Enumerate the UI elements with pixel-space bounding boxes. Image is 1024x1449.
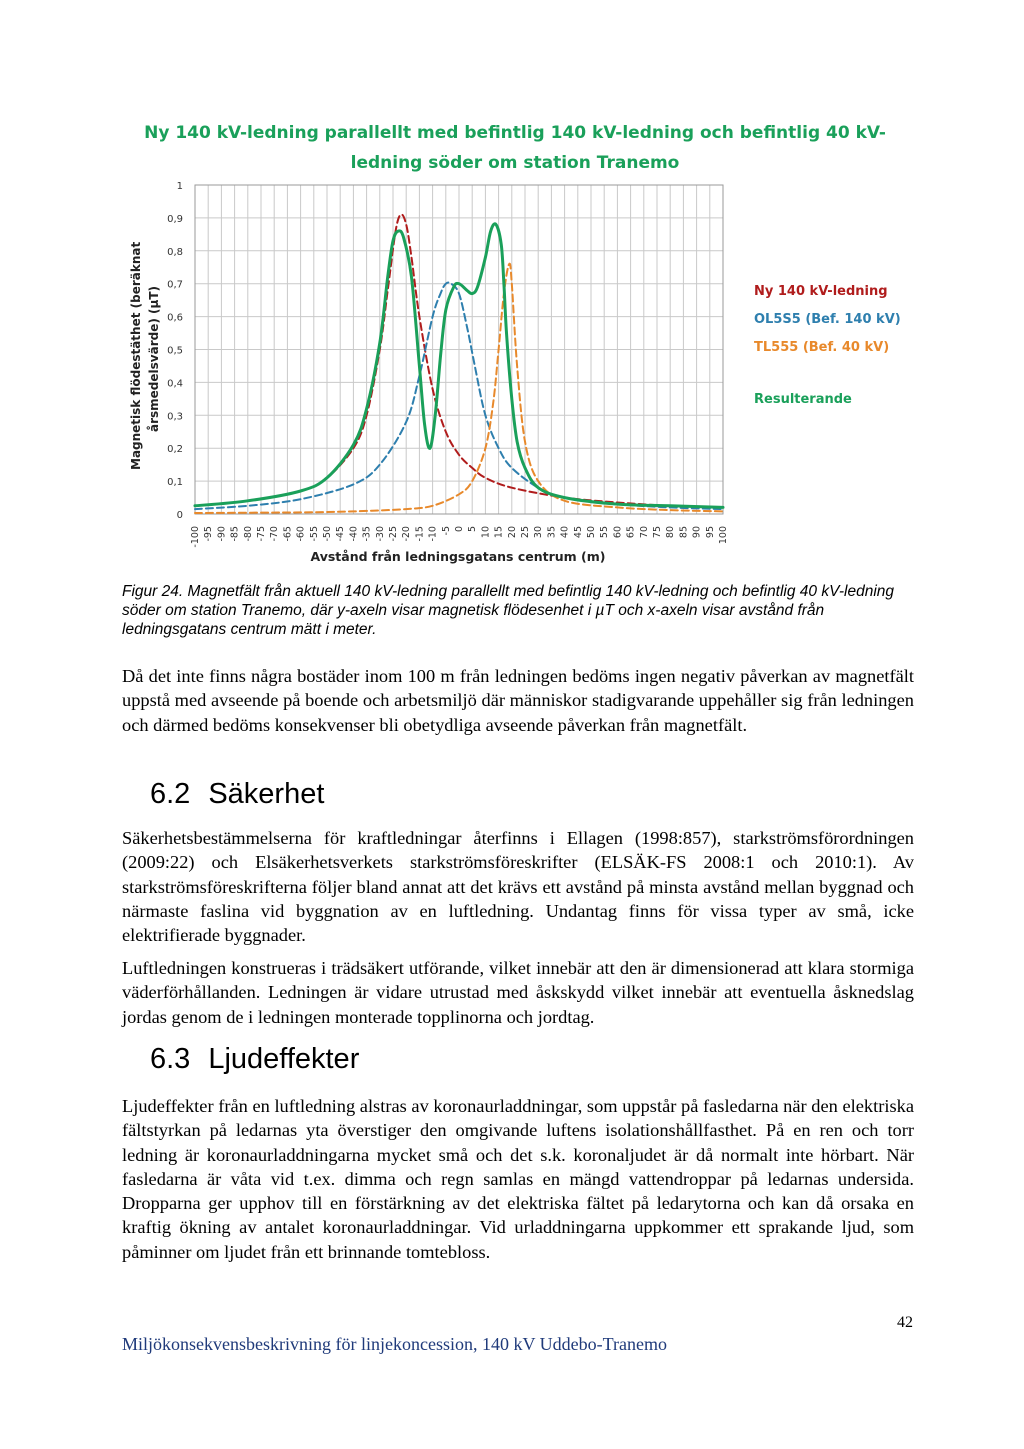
legend-item: Ny 140 kV-ledning [754, 284, 888, 299]
x-tick-label: -100 [190, 526, 201, 548]
x-tick-label: 25 [520, 526, 531, 539]
x-axis-label: Avstånd från ledningsgatans centrum (m) [310, 549, 606, 564]
x-tick-label: -60 [295, 526, 307, 542]
x-tick-label: 20 [506, 526, 518, 539]
x-tick-label: -75 [256, 526, 267, 542]
x-tick-label: 15 [493, 526, 505, 539]
section-number: 6.2 [150, 778, 191, 810]
y-axis-label-line1: Magnetisk flödestäthet (beräknat [129, 241, 143, 470]
x-tick-label: -90 [216, 526, 228, 542]
x-tick-label: 75 [652, 526, 663, 539]
section-title: Ljudeffekter [208, 1043, 360, 1075]
x-tick-label: -55 [308, 526, 320, 542]
x-tick-label: -45 [335, 526, 347, 542]
x-tick-label: -50 [322, 526, 333, 542]
magnetic-field-chart [120, 170, 910, 570]
x-tick-label: -20 [401, 526, 413, 542]
x-tick-label: -15 [414, 526, 426, 542]
x-tick-label: -65 [282, 526, 294, 542]
x-tick-label: -10 [427, 526, 439, 542]
chart-legend [754, 284, 901, 407]
x-tick-label: -35 [361, 526, 373, 542]
y-tick-label: 0,7 [167, 279, 183, 291]
y-tick-label: 0,4 [167, 378, 183, 390]
x-tick-label: 10 [480, 526, 492, 539]
page-number: 42 [897, 1314, 913, 1331]
y-tick-label: 0,1 [167, 477, 183, 489]
y-tick-label: 1 [176, 181, 183, 192]
x-tick-label: 60 [612, 526, 624, 539]
x-tick-label: 100 [718, 526, 729, 545]
paragraph-noise-effects: Ljudeffekter från en luftledning alstras av koronaurladdningar, som uppstår på fasledarna när den elektriska fältstyrkan på ledarnas yta överstiger den omgivande luftens isolationshållfasthet. På en ren och torr ledning är koronaurladdningarna mycket små och det s.k. koronaljudet är då normalt inte hörbart. När fasledarna är våta vid t.ex. dimma och regn samlas en mängd vattendroppar på ledarnas undersida. Dropparna ger upphov till en förstärkning av det elektriska fältet på ledarytorna och kan då orsaka en kraftig ökning av antalet koronaurladdningar. Vid urladdningarna uppkommer ett sprakande ljud, som påminner om ljudet från ett brinnande tomtebloss. [122, 1096, 914, 1262]
legend-item: Resulterande [754, 392, 852, 407]
y-tick-label: 0,9 [167, 213, 183, 225]
paragraph-magnetic-field: Då det inte finns några bostäder inom 100 m från ledningen bedöms ingen negativ påverkan av magnetfält uppstå med avseende på boende och arbetsmiljö där människor stadigvarande uppehåller sig från ledningen och därmed bedöms konsekvenser bli obetydliga avseende påverkan från magnetfält. [122, 666, 914, 735]
y-tick-label: 0 [176, 510, 183, 521]
x-tick-label: 80 [665, 526, 677, 539]
y-axis-ticks [167, 181, 183, 521]
x-tick-label: -25 [388, 526, 399, 542]
x-tick-label: -80 [242, 526, 254, 542]
x-tick-label: 90 [691, 526, 703, 539]
x-tick-label: 85 [678, 526, 690, 539]
y-tick-label: 0,2 [167, 444, 183, 456]
paragraph-tree-safe-design: Luftledningen konstrueras i trädsäkert utförande, vilket innebär att den är dimensionerad att klara stormiga väderförhållanden. Ledningen är vidare utrustad med åskskydd vilket innebär att eventuella åsknedslag jordas genom de i ledningen monterade topplinorna och jordtag. [122, 958, 914, 1027]
x-tick-label: 0 [454, 526, 465, 533]
section-heading-6-2 [150, 778, 324, 811]
x-tick-label: 50 [586, 526, 597, 539]
y-tick-label: 0,6 [167, 312, 183, 324]
x-tick-label: 45 [572, 526, 584, 539]
chart-grid [195, 185, 723, 514]
x-tick-label: -70 [269, 526, 281, 542]
x-tick-label: 35 [546, 526, 558, 539]
figure-caption: Figur 24. Magnetfält från aktuell 140 kV-ledning parallellt med befintlig 140 kV-ledning och befintlig 40 kV-ledning söder om station Tranemo, där y-axeln visar magnetisk flödesenhet i µT och x-axeln visar avstånd från ledningsgatans centrum mätt i meter. [122, 583, 895, 638]
x-tick-label: 55 [599, 526, 611, 539]
x-tick-label: -5 [440, 526, 452, 536]
section-number: 6.3 [150, 1043, 191, 1075]
x-axis-ticks [190, 526, 729, 548]
section-heading-6-3 [150, 1043, 359, 1076]
y-axis-label-line2: årsmedelsvärde) (µT) [147, 286, 161, 432]
x-tick-label: 40 [559, 526, 571, 539]
y-axis-label [129, 242, 161, 470]
section-title: Säkerhet [208, 778, 325, 810]
x-tick-label: 5 [467, 526, 479, 533]
document-footer: Miljökonsekvensbeskrivning för linjekoncession, 140 kV Uddebo-Tranemo [122, 1334, 667, 1354]
x-tick-label: -85 [229, 526, 241, 542]
legend-item: TL555 (Bef. 40 kV) [754, 340, 890, 355]
y-tick-label: 0,3 [167, 411, 183, 423]
y-tick-label: 0,5 [167, 345, 183, 357]
paragraph-safety-regulations: Säkerhetsbestämmelserna för kraftledningar återfinns i Ellagen (1998:857), starkströmsförordningen (2009:22) och Elsäkerhetsverkets starkströmsföreskrifter (ELSÄK-FS 2008:1 och 2010:1). Av starkströmsföreskrifterna följer bland annat att det krävs ett avstånd på minsta avstånd mellan byggnad och närmaste faslina vid byggnation av en luftledning. Undantag finns för vissa typer av små, icke elektrifierade byggnader. [122, 828, 914, 946]
x-tick-label: 65 [625, 526, 637, 539]
x-tick-label: -40 [348, 526, 360, 542]
legend-item: OL5S5 (Bef. 140 kV) [754, 312, 901, 327]
x-tick-label: -30 [374, 526, 386, 542]
y-tick-label: 0,8 [167, 246, 183, 258]
x-tick-label: 70 [638, 526, 650, 539]
chart-title: Ny 140 kV-ledning parallellt med befintlig 140 kV-ledning och befintlig 40 kV-ledning söder om station Tranemo [144, 123, 886, 173]
x-tick-label: 30 [533, 526, 545, 539]
x-tick-label: -95 [203, 526, 215, 542]
x-tick-label: 95 [704, 526, 716, 539]
